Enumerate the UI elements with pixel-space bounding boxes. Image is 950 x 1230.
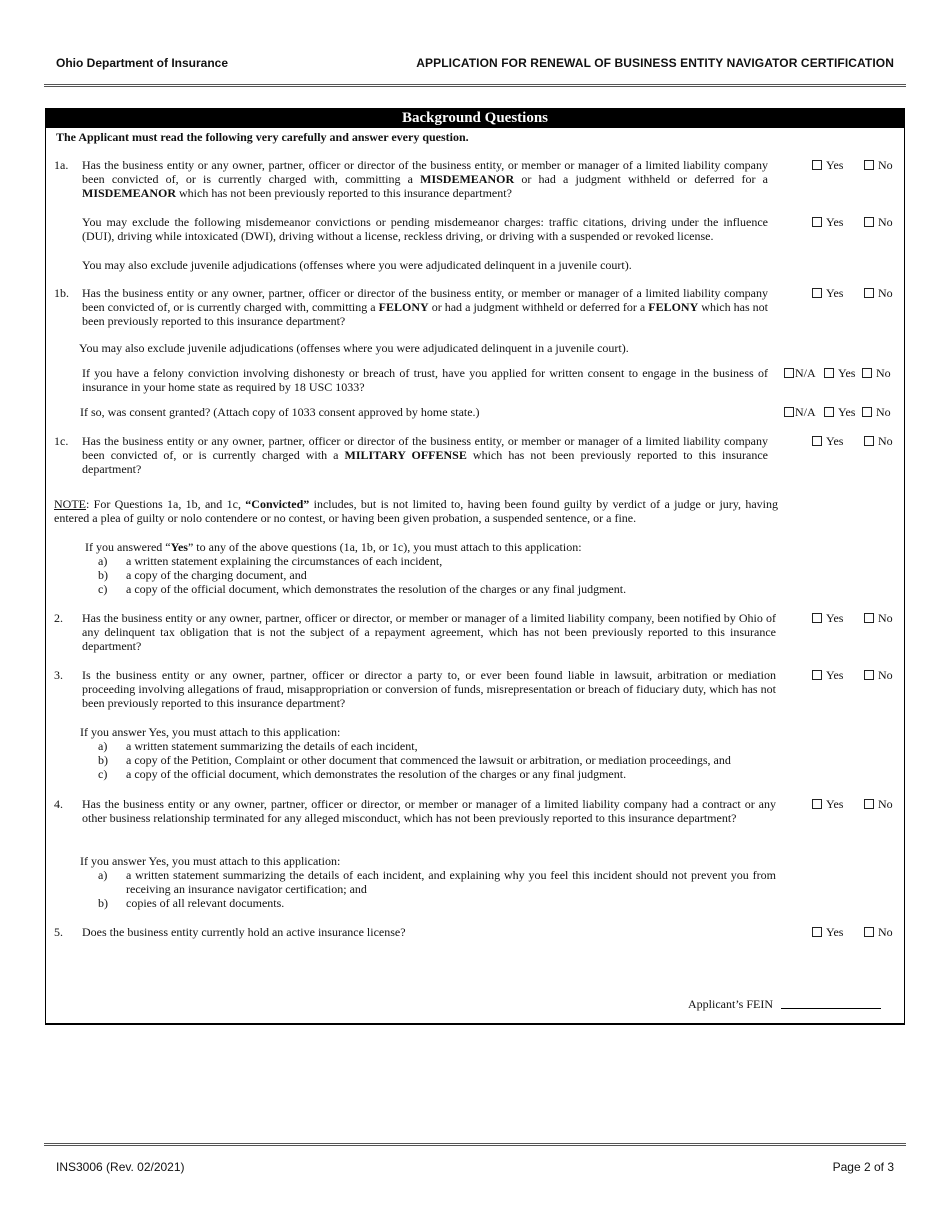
list-item: c) a copy of the official document, which demonstrates the resolution of the charges or any final judgment. [98, 767, 627, 782]
section-title: Background Questions [46, 109, 904, 128]
q4-yes-checkbox[interactable] [812, 799, 822, 809]
q5-yes-checkbox[interactable] [812, 927, 822, 937]
q5-no-checkbox[interactable] [864, 927, 874, 937]
agency-name: Ohio Department of Insurance [56, 56, 229, 70]
q1b-consent-yes-checkbox[interactable] [824, 368, 834, 378]
q3-no-checkbox[interactable] [864, 670, 874, 680]
q2-no-option[interactable]: No [864, 611, 893, 625]
list-item: c) a copy of the official document, which demonstrates the resolution of the charges or any final judgment. [98, 582, 627, 597]
yes-attachment-list [98, 554, 778, 597]
header-divider [44, 84, 906, 87]
list-item: b) a copy of the charging document, and [98, 568, 307, 583]
q5-no-option[interactable]: No [864, 925, 893, 939]
applicant-fein-input[interactable] [781, 996, 881, 1009]
question-2-text: Has the business entity or any owner, partner, officer or director, or member or manager of a limited liability company, been notified by Ohio of any delinquent tax obligation that is not the subject of a repayment agreement, which has not been previously reported to this insurance department? [82, 611, 776, 654]
q1a-yes-checkbox[interactable] [812, 160, 822, 170]
q4-no-checkbox[interactable] [864, 799, 874, 809]
q1b-consent-na-option[interactable]: N/A [784, 366, 816, 380]
list-item: a) a written statement explaining the circumstances of each incident, [98, 554, 443, 568]
q1b-granted-yes-checkbox[interactable] [824, 407, 834, 417]
q1b-yes-option[interactable]: Yes [812, 286, 843, 300]
question-5-text: Does the business entity currently hold an active insurance license? [82, 925, 406, 939]
q2-yes-option[interactable]: Yes [812, 611, 843, 625]
question-1c-text: Has the business entity or any owner, partner, officer or director of the business entity, or member or manager of a limited liability company been convicted of, or is currently charged with a MILITARY OFFENSE which has not been previously reported to this insurance department? [82, 434, 768, 477]
question-number-1c: 1c. [54, 434, 69, 448]
q1a-no-option[interactable]: No [864, 158, 893, 172]
q1b-juvenile-exclusion: You may also exclude juvenile adjudications (offenses where you were adjudicated delinquent in a juvenile court). [79, 341, 629, 355]
q1b-consent-no-checkbox[interactable] [862, 368, 872, 378]
question-number-4: 4. [54, 797, 63, 811]
question-3-text: Is the business entity or any owner, partner, officer or director a party to, or ever been found liable in lawsuit, arbitration or mediation proceeding involving allegations of fraud, misappropriation or conversion of funds, misrepresentation or breach of fiduciary duty, which has not been previously reported to this insurance department? [82, 668, 776, 711]
q1b-consent-na-checkbox[interactable] [784, 368, 794, 378]
list-item: a) a written statement summarizing the details of each incident, and explaining why you feel this incident should not prevent you from receiving an insurance navigator certification; and [98, 868, 776, 897]
q3-attachment-list [98, 739, 778, 782]
convicted-definition-note: NOTE: For Questions 1a, 1b, and 1c, “Convicted” includes, but is not limited to, having been found guilty by verdict of a judge or jury, having entered a plea of guilty or nolo contendere or no contest, or having been given probation, a suspended sentence, or a fine. [54, 497, 778, 526]
q1c-yes-checkbox[interactable] [812, 436, 822, 446]
q1a-yes-option[interactable]: Yes [812, 158, 843, 172]
q1a-exclusions-no-checkbox[interactable] [864, 217, 874, 227]
q1b-granted-na-checkbox[interactable] [784, 407, 794, 417]
section-intro: The Applicant must read the following very carefully and answer every question. [56, 130, 469, 144]
q5-yes-option[interactable]: Yes [812, 925, 843, 939]
list-item: b) copies of all relevant documents. [98, 896, 285, 911]
q3-yes-checkbox[interactable] [812, 670, 822, 680]
q1b-no-option[interactable]: No [864, 286, 893, 300]
form-title: APPLICATION FOR RENEWAL OF BUSINESS ENTITY NAVIGATOR CERTIFICATION [416, 56, 894, 70]
q1a-no-checkbox[interactable] [864, 160, 874, 170]
form-id: INS3006 (Rev. 02/2021) [56, 1160, 185, 1174]
q1c-yes-option[interactable]: Yes [812, 434, 843, 448]
q1b-granted-no-checkbox[interactable] [862, 407, 872, 417]
q1b-granted-no-option[interactable]: No [862, 405, 891, 419]
q1b-consent-no-option[interactable]: No [862, 366, 891, 380]
q3-yes-option[interactable]: Yes [812, 668, 843, 682]
question-number-1b: 1b. [54, 286, 69, 300]
question-1b-text: Has the business entity or any owner, partner, officer or director of the business entity, or member or manager of a limited liability company been convicted of, or is currently charged with, committing a FELONY or had a judgment withheld or deferred for a FELONY which has not been previously reported to this insurance department? [82, 286, 768, 329]
q1b-consent-question: If you have a felony conviction involving dishonesty or breach of trust, have you applied for written consent to engage in the business of insurance in your home state as required by 18 USC 1033? [82, 366, 768, 395]
q2-yes-checkbox[interactable] [812, 613, 822, 623]
q1b-granted-na-option[interactable]: N/A [784, 405, 816, 419]
applicant-fein-field [688, 996, 881, 1011]
footer-divider [44, 1143, 906, 1146]
q1c-no-checkbox[interactable] [864, 436, 874, 446]
page-number: Page 2 of 3 [832, 1160, 894, 1174]
q1b-granted-yes-option[interactable]: Yes [824, 405, 855, 419]
q1c-no-option[interactable]: No [864, 434, 893, 448]
q1a-exclusions-text: You may exclude the following misdemeanor convictions or pending misdemeanor charges: traffic citations, driving under the influence (DUI), driving while intoxicated (DWI), driving without a license, reckless driving, or driving with a suspended or revoked license. [82, 215, 768, 244]
q1b-yes-checkbox[interactable] [812, 288, 822, 298]
question-number-1a: 1a. [54, 158, 69, 172]
question-number-3: 3. [54, 668, 63, 682]
q3-no-option[interactable]: No [864, 668, 893, 682]
applicant-fein-label: Applicant’s FEIN [688, 997, 773, 1011]
q2-no-checkbox[interactable] [864, 613, 874, 623]
question-number-2: 2. [54, 611, 63, 625]
q4-attachment-intro: If you answer Yes, you must attach to this application: [80, 854, 341, 868]
q1a-exclusions-yes-option[interactable]: Yes [812, 215, 843, 229]
yes-attachment-instructions: If you answered “Yes” to any of the above questions (1a, 1b, or 1c), you must attach to this application: [85, 540, 582, 554]
q1b-no-checkbox[interactable] [864, 288, 874, 298]
q1a-exclusions-no-option[interactable]: No [864, 215, 893, 229]
q1b-consent-granted-question: If so, was consent granted? (Attach copy of 1033 consent approved by home state.) [80, 405, 480, 419]
q4-no-option[interactable]: No [864, 797, 893, 811]
q1a-juvenile-exclusion: You may also exclude juvenile adjudications (offenses where you were adjudicated delinquent in a juvenile court). [82, 258, 632, 272]
q4-attachment-list [98, 868, 776, 911]
q4-yes-option[interactable]: Yes [812, 797, 843, 811]
question-1a-text: Has the business entity or any owner, partner, officer or director of the business entity, or member or manager of a limited liability company been convicted of, or is currently charged with, committing a MISDEMEANOR or had a judgment withheld or deferred for a MISDEMEANOR which has not been previously reported to this insurance department? [82, 158, 768, 201]
background-questions-section [45, 108, 905, 1025]
list-item: b) a copy of the Petition, Complaint or other document that commenced the lawsuit or arbitration, or mediation proceedings, and [98, 753, 731, 768]
q3-attachment-intro: If you answer Yes, you must attach to this application: [80, 725, 341, 739]
list-item: a) a written statement summarizing the details of each incident, [98, 739, 418, 753]
question-4-text: Has the business entity or any owner, partner, officer or director, or member or manager of a limited liability company had a contract or any other business relationship terminated for any alleged misconduct, which has not been previously reported to this insurance department? [82, 797, 776, 826]
q1b-consent-yes-option[interactable]: Yes [824, 366, 855, 380]
q1a-exclusions-yes-checkbox[interactable] [812, 217, 822, 227]
question-number-5: 5. [54, 925, 63, 939]
